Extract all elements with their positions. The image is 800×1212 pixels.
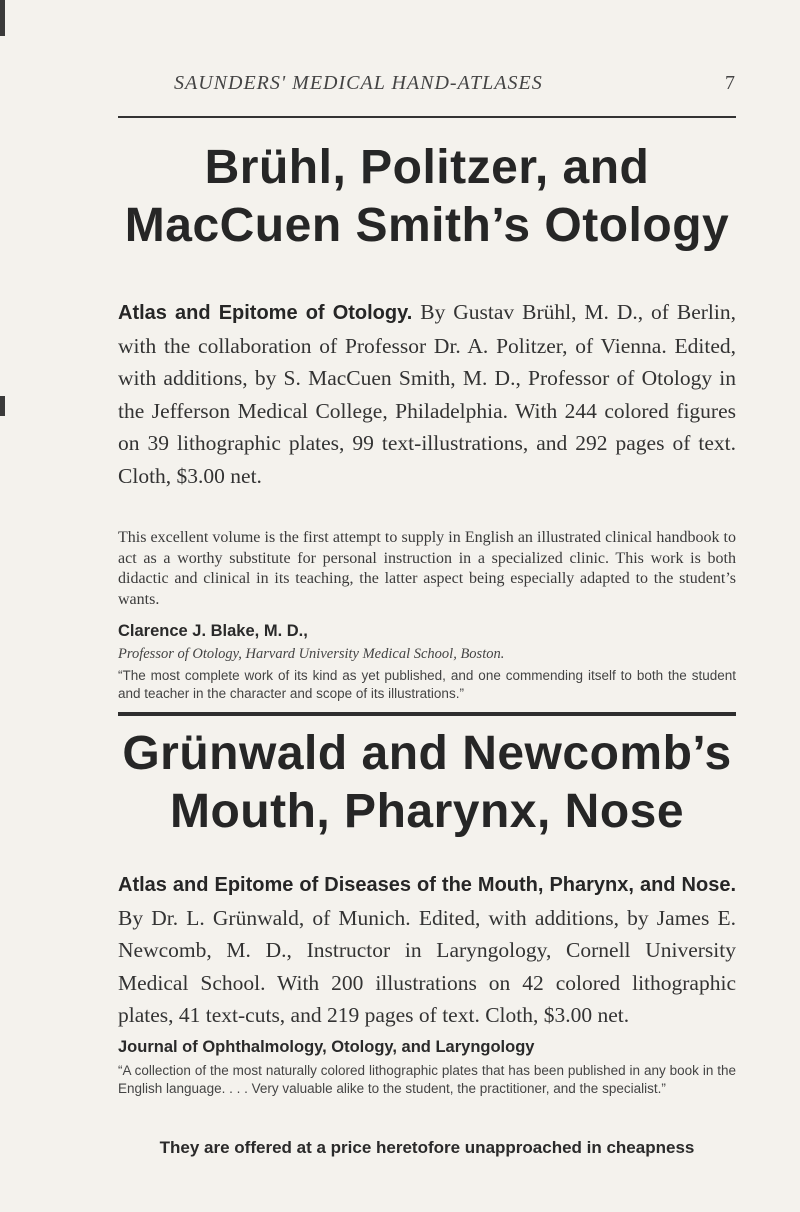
page-number: 7 (725, 72, 736, 94)
section1-entry-body: By Gustav Brühl, M. D., of Berlin, with the collaboration of Professor Dr. A. Politzer, of Vienna. Edited, with additions, by S. MacCuen Smith, M. D., Professor of Otology in the Jefferson Medical College, Philadelphia. With 244 colored figures on 39 lithographic plates, 99 text-illustrations, and 292 pages of text. Cloth, $3.00 net. (118, 300, 736, 488)
section2-journal-name: Journal of Ophthalmology, Otology, and Laryngology (118, 1038, 535, 1056)
page-edge-mark-top (0, 0, 5, 36)
section-divider (118, 712, 736, 716)
section2-entry-body: By Dr. L. Grünwald, of Munich. Edited, with additions, by James E. Newcomb, M. D., Instructor in Laryngology, Cornell University Medical School. With 200 illustrations on 42 colored lithographic plates, 41 text-cuts, and 219 pages of text. Cloth, $3.00 net. (118, 905, 736, 1027)
running-head-title: SAUNDERS' MEDICAL HAND-ATLASES (174, 72, 543, 94)
section2-entry (118, 868, 736, 1032)
footer-tagline: They are offered at a price heretofore unapproached in cheapness (159, 1138, 695, 1157)
section1-entry-lead: Atlas and Epitome of Otology. (118, 302, 413, 324)
section1-entry (118, 296, 736, 492)
section2-title-line1: Grünwald and Newcomb’s (122, 727, 732, 780)
section1-reviewer-affiliation: Professor of Otology, Harvard University Medical School, Boston. (118, 646, 505, 662)
section1-title-line1: Brühl, Politzer, and (204, 141, 650, 194)
section2-journal-quote: “A collection of the most naturally colored lithographic plates that has been published in any book in the English language. . . . Very valuable alike to the student, the practitioner, and the specialist.” (118, 1063, 736, 1096)
section1-title-line2: MacCuen Smith’s Otology (124, 199, 730, 252)
page-edge-mark-middle (0, 396, 5, 416)
section2-title-line2: Mouth, Pharynx, Nose (169, 785, 685, 838)
section1-reviewer-quote: “The most complete work of its kind as yet published, and one commending itself to both the student and teacher in the character and scope of its illustrations.” (118, 668, 736, 701)
head-rule (118, 116, 736, 118)
section1-commentary: This excellent volume is the first attempt to supply in English an illustrated clinical handbook to act as a worthy substitute for personal instruction in a specialized clinic. This work is both didactic and clinical in its teaching, the latter aspect being especially adapted to the student’s wants. (118, 529, 736, 608)
section2-entry-lead: Atlas and Epitome of Diseases of the Mouth, Pharynx, and Nose. (118, 874, 736, 896)
section1-reviewer-name: Clarence J. Blake, M. D., (118, 622, 308, 640)
